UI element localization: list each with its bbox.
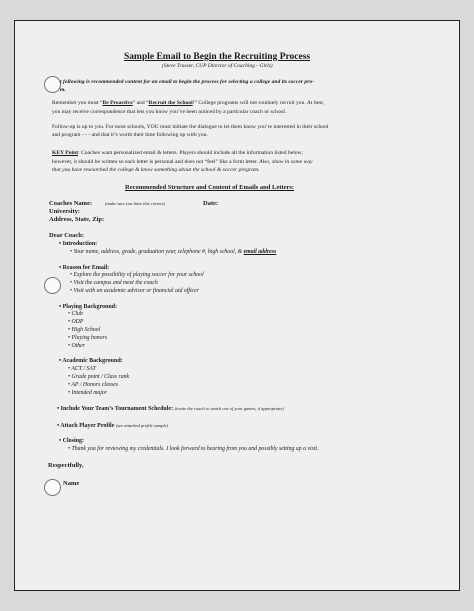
recruit-school-text: Recruit the School (148, 100, 193, 106)
punch-hole (44, 76, 61, 93)
punch-hole (44, 277, 61, 294)
section-title: Recommended Structure and Content of Emails and Letters: (125, 184, 295, 191)
paragraph-followup-line-2: and program - - - and that it’s worth their time following up with you. (52, 132, 208, 138)
academic-item: • Intended major (68, 390, 108, 396)
playing-item: • Playing honors (68, 335, 108, 341)
email-address-text: email address (243, 249, 277, 255)
section-player-profile: • Attach Player Profile (see attached profile sample) (57, 423, 169, 429)
academic-item: • AP / Honors classes (68, 382, 119, 388)
key-point-label: KEY Point (52, 150, 79, 156)
section-closing: • Closing: (59, 438, 84, 444)
date-label: Date: (203, 200, 219, 207)
playing-item: • ODP (68, 319, 84, 325)
key-point: KEY Point: Coaches want personalized email & letters. Players should include all the information listed below; (52, 150, 304, 156)
paragraph-proactive: Remember you must “Be Proactive” and “Recruit the School!” College programs will not routinely recruit you. At best, (52, 100, 325, 106)
reason-item: • Explore the possibility of playing soccer for your school (70, 272, 204, 278)
intro-line-1: t following is recommended content for an email to begin the process for selecting a college and its soccer pro- (60, 79, 315, 85)
document-subtitle: (Steve Trasser, CUP Director of Coaching - Girls) (162, 63, 273, 69)
key-point-line-2: however, it should be written so each letter is personal and does not “feel” like a form letter. Also, show in some way (52, 159, 313, 165)
greeting: Dear Coach: (49, 232, 85, 239)
academic-item: • Grade point / Class rank (68, 374, 130, 380)
introduction-item: • Your name, address, grade, graduation year, telephone #, high school, & email address (70, 249, 277, 255)
section-academic-background: • Academic Background: (59, 358, 123, 364)
section-playing-background: • Playing Background: (59, 304, 118, 310)
playing-item: • High School (68, 327, 101, 333)
university-label: University: (49, 208, 81, 215)
closing-item: • Thank you for reviewing my credentials. I look forward to hearing from you and possibly setting up a visit. (68, 446, 319, 452)
key-point-line-3: that you have researched the college & know something about the school & soccer program. (52, 167, 260, 173)
playing-item: • Other (68, 343, 86, 349)
playing-item: • Club (68, 311, 83, 317)
intro-line-2: m. (60, 87, 66, 93)
section-tournament-schedule: • Include Your Team’s Tournament Schedule: (invite the coach to watch one of your games, if appropriate) (57, 406, 285, 412)
academic-item: • ACT / SAT (68, 366, 96, 372)
section-introduction: • Introduction: (59, 241, 98, 247)
coaches-name-label: Coaches Name: (49, 200, 93, 207)
punch-hole (44, 479, 61, 496)
be-proactive-text: Be Proactive (102, 100, 133, 106)
signature-name: Name (63, 480, 80, 487)
reason-item: • Visit the campus and meet the coach (70, 280, 158, 286)
coaches-name-note: (make sure you have this correct) (105, 201, 166, 206)
paragraph-proactive-line-2: you may receive correspondence that lets you know you’ve been noticed by a particular coach or school. (52, 109, 287, 115)
paragraph-followup: Follow-up is up to you. For most schools, YOU must initiate the dialogue to let them know you’re interested in their school (52, 124, 329, 130)
document-title: Sample Email to Begin the Recruiting Process (124, 52, 311, 62)
reason-item: • Visit with an academic advisor or financial aid officer (70, 288, 199, 294)
section-reason: • Reason for Email: (59, 265, 110, 271)
address-label: Address, State, Zip: (49, 216, 105, 223)
signoff: Respectfully, (48, 462, 84, 469)
